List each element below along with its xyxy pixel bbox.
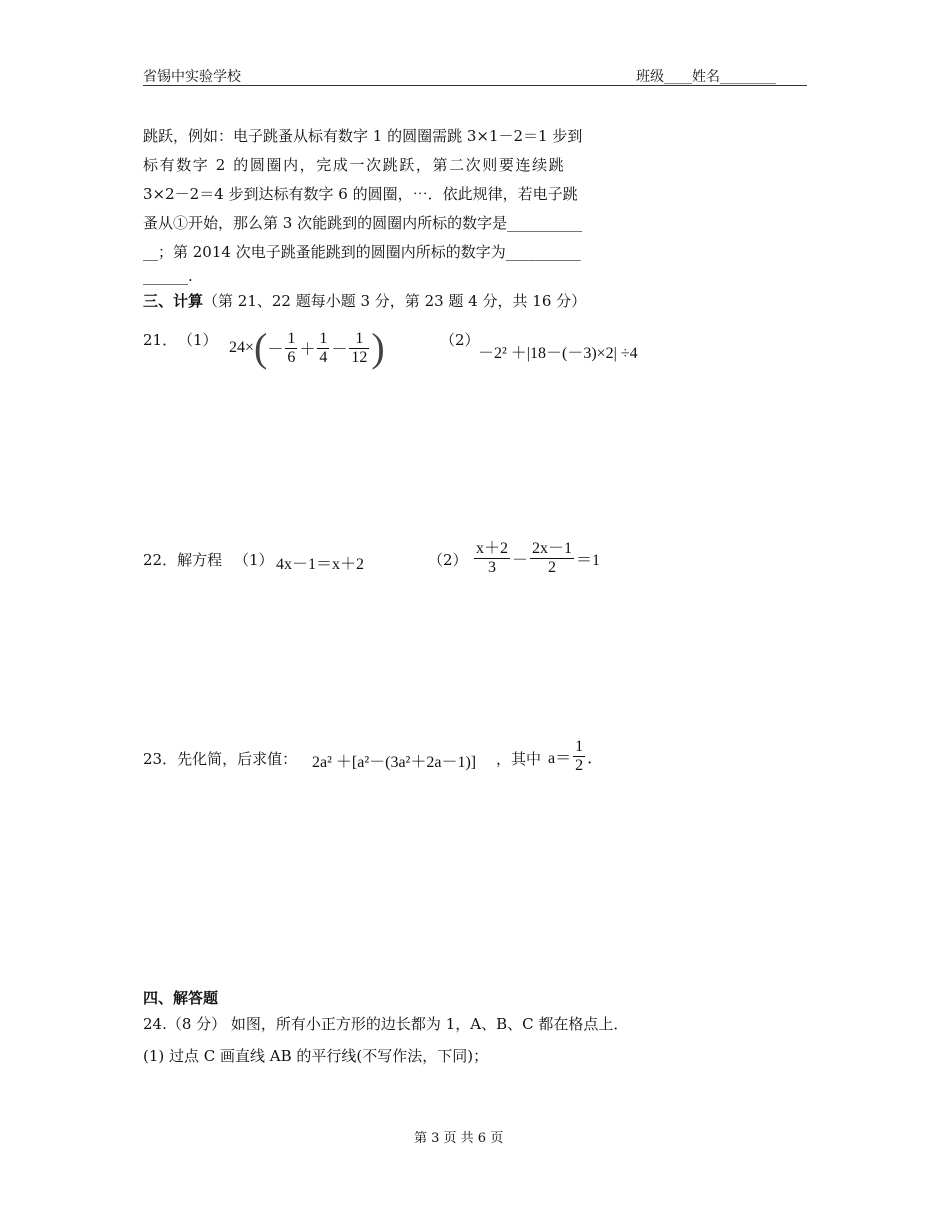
q21-frac-1: $\frac{1}{6}$ [287,329,296,366]
q22-frac-2: $\frac{2x-1}{2}$ [532,540,573,576]
school-name: 省锡中实验学校 [143,69,241,85]
q22-part1-label: （1） [234,551,274,569]
section-3-title: 三、计算 [143,292,204,310]
q22-frac-1: $\frac{x+2}{3}$ [476,540,509,576]
q23-frac: $\frac{1}{2}$ [575,738,584,774]
q23-prefix: 23．先化简，后求值： [143,750,298,768]
q22-part2-expr: $\frac{x+2}{3}$ － $\frac{2x-1}{2}$ ＝1 [476,540,601,576]
q23-condition: ，其中 [496,750,542,768]
q21-part2-expr: －2² ＋|18－(－3)×2| ÷4 [478,345,638,362]
class-name-field: 班级____姓名________ [636,69,776,85]
intro-line-4: 蚤从①开始，那么第 3 次能跳到的圆圈内所标的数字是__________ [143,214,583,232]
q22-part2-label: （2） [428,551,468,569]
intro-line-5: __；第 2014 次电子跳蚤能跳到的圆圈内所标的数字为__________ [143,243,581,261]
right-paren: ) [371,325,385,370]
intro-line-2: 标有数字 2 的圆圈内，完成一次跳跃，第二次则要连续跳 [143,156,566,174]
page-footer: 第 3 页 共 6 页 [414,1131,504,1146]
q21-frac-3: $\frac{1}{12}$ [351,329,368,366]
q21-part1-label: （1） [178,331,218,349]
q22-part1-expr: 4x－1＝x＋2 [276,556,365,573]
intro-line-3: 3×2－2＝4 步到达标有数字 6 的圆圈，⋯．依此规律，若电子跳 [143,185,578,203]
q21-frac-2: $\frac{1}{4}$ [319,329,328,366]
section-3-note: （第 21、22 题每小题 3 分，第 23 题 4 分，共 16 分） [203,292,587,310]
section-4-title: 四、解答题 [143,989,219,1007]
q24-line-1: 24.（8 分） 如图，所有小正方形的边长都为 1，A、B、C 都在格点上． [143,1015,629,1033]
q21-part2-label: （2） [440,331,480,349]
section-3-heading [143,287,586,316]
q23-value: a＝ $\frac{1}{2}$ ． [548,738,604,774]
q22-number: 22．解方程 [143,551,223,569]
intro-line-1: 跳跃，例如：电子跳蚤从标有数字 1 的圆圈需跳 3×1－2＝1 步到 [143,127,583,145]
q23-expr: 2a² ＋[a²－(3a²＋2a－1)] [312,754,477,771]
q21-part1-expr: 24×(－ $\frac{1}{6}$ ＋ $\frac{1}{4}$ － $\frac{1}{12}$ ) [229,325,385,370]
left-paren: ( [254,325,268,370]
intro-line-6: ______. [143,267,193,285]
header-rule [143,85,807,86]
q24-line-2: (1) 过点 C 画直线 AB 的平行线(不写作法，下同)； [143,1047,489,1065]
q21-part1-prefix: 24× [229,339,255,356]
q21-number: 21． [143,331,178,349]
